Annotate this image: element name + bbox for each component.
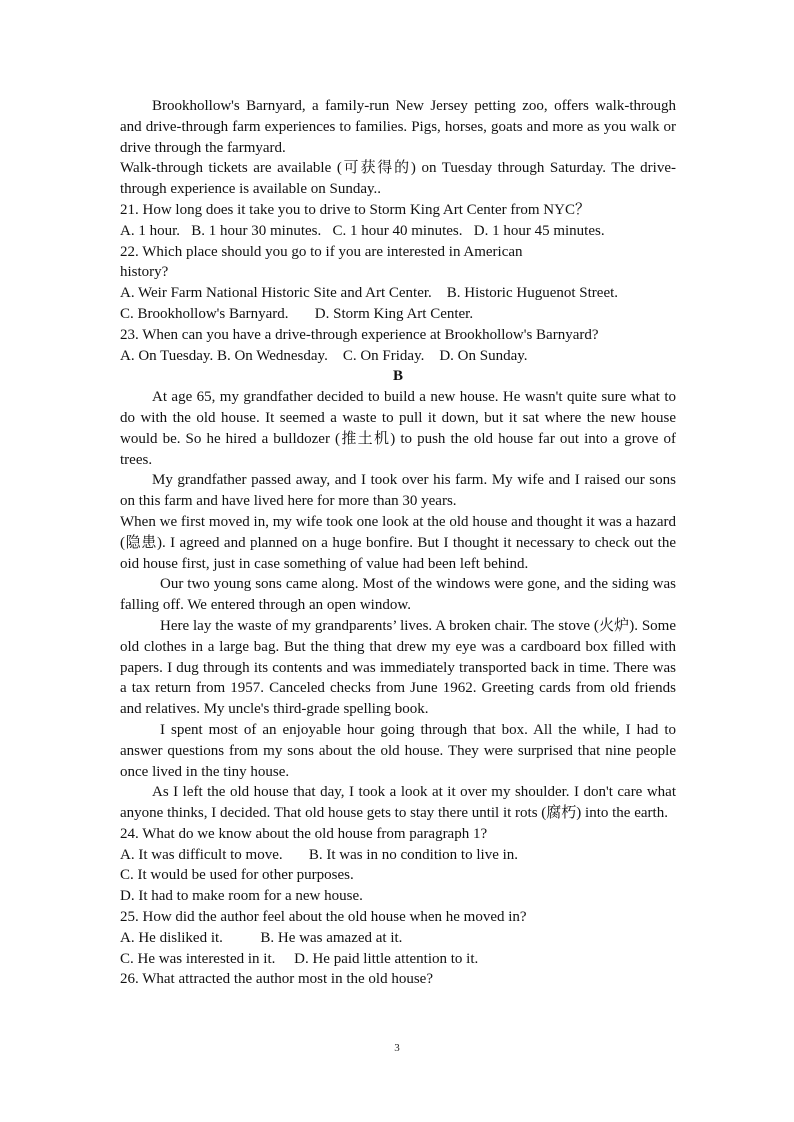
passage-a-paragraph-1: Brookhollow's Barnyard, a family-run New Jersey petting zoo, offers walk-through and drive-through farm experiences to families. Pigs, horses, goats and more as you walk or drive through the farmyard. (120, 98, 676, 156)
question-22-options-cd: C. Brookhollow's Barnyard. D. Storm King Art Center. (120, 305, 474, 322)
passage-b-paragraph-2: My grandfather passed away, and I took over his farm. My wife and I raised our sons on this farm and have lived here for more than 30 years. (120, 472, 676, 510)
question-23: 23. When can you have a drive-through experience at Brookhollow's Barnyard? (120, 326, 599, 343)
question-26: 26. What attracted the author most in the old house? (120, 971, 433, 988)
section-b-heading: B (392, 368, 403, 385)
question-25: 25. How did the author feel about the old house when he moved in? (120, 909, 527, 926)
passage-b-paragraph-3: When we first moved in, my wife took one look at the old house and thought it was a hazard (隐患). I agreed and planned on a huge bonfire. But I thought it necessary to check out the oid house first, just in case something of value had been left behind. (120, 513, 676, 572)
passage-b-paragraph-5: Here lay the waste of my grandparents’ lives. A broken chair. The stove (火炉). Some old clothes in a large bag. But the thing that drew my eye was a cardboard box filled with papers. I dug through its contents and was immediately transported back in time. There was a tax return from 1957. Canceled checks from June 1962. Greeting cards from old friends and relatives. My uncle's third-grade spelling book. (120, 617, 676, 718)
passage-a-paragraph-2: Walk-through tickets are available (可获得的) on Tuesday through Saturday. The drive-through experience is available on Sunday.. (120, 160, 676, 198)
passage-b-paragraph-1: At age 65, my grandfather decided to build a new house. He wasn't quite sure what to do with the old house. It seemed a waste to pull it down, but it sat where the new house would be. So he hired a bulldozer (推土机) to push the old house far out into a grove of trees. (120, 389, 676, 468)
passage-b-paragraph-6: I spent most of an enjoyable hour going through that box. All the while, I had to answer questions from my sons about the old house. They were surprised that nine people once lived in the tiny house. (120, 721, 676, 780)
question-22-continued: history? (120, 264, 169, 281)
question-24-option-c: C. It would be used for other purposes. (120, 867, 354, 884)
page-number: 3 (394, 1042, 400, 1054)
question-24: 24. What do we know about the old house from paragraph 1? (120, 825, 488, 842)
document-page (120, 96, 676, 990)
question-21-options: A. 1 hour. B. 1 hour 30 minutes. C. 1 hour 40 minutes. D. 1 hour 45 minutes. (120, 222, 605, 239)
question-22-options-ab: A. Weir Farm National Historic Site and Art Center. B. Historic Huguenot Street. (120, 285, 619, 302)
question-25-options-cd: C. He was interested in it. D. He paid little attention to it. (120, 950, 479, 967)
question-22: 22. Which place should you go to if you are interested in American (120, 243, 523, 260)
passage-b-paragraph-7: As I left the old house that day, I took a look at it over my shoulder. I don't care what anyone thinks, I decided. That old house gets to stay there until it rots (腐朽) into the earth. (120, 784, 676, 822)
question-25-options-ab: A. He disliked it. B. He was amazed at it. (120, 929, 403, 946)
question-21: 21. How long does it take you to drive to Storm King Art Center from NYC？ (120, 201, 590, 218)
question-24-option-d: D. It had to make room for a new house. (120, 888, 363, 905)
passage-b-paragraph-4: Our two young sons came along. Most of the windows were gone, and the siding was falling off. We entered through an open window. (120, 576, 676, 614)
question-24-options-ab: A. It was difficult to move. B. It was in no condition to live in. (120, 846, 519, 863)
question-23-options: A. On Tuesday. B. On Wednesday. C. On Friday. D. On Sunday. (120, 347, 528, 364)
